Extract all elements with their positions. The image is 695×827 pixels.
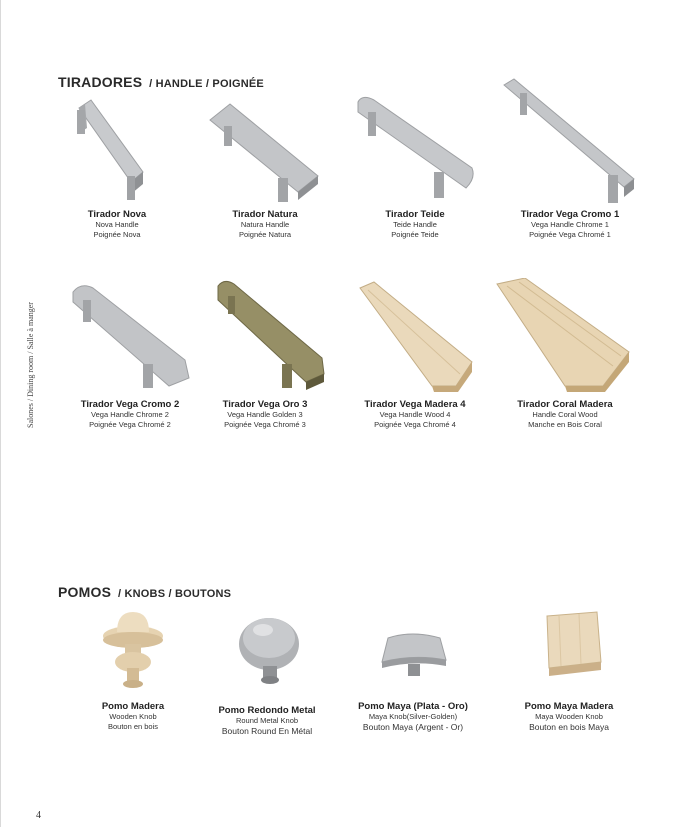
page-border [0, 0, 1, 827]
vega-oro-3-handle-image [200, 278, 330, 400]
product-name-en: Round Metal Knob [235, 716, 299, 725]
product-caption [494, 702, 644, 732]
vega-cromo-1-handle-image [500, 75, 640, 210]
page-number: 4 [36, 810, 41, 821]
product-caption [340, 400, 490, 430]
product-name-en: Vega Handle Chrome 1 [531, 220, 609, 229]
product-pomo-maya-madera[interactable] [494, 604, 644, 732]
product-caption [495, 210, 645, 240]
knobs-title: POMOS [58, 584, 112, 600]
product-name: Tirador Teide [385, 209, 445, 220]
product-name-en: Handle Coral Wood [532, 410, 598, 419]
product-name-fr: Poignée Natura [238, 230, 292, 239]
product-tirador-vega-cromo-2[interactable] [55, 278, 205, 430]
vega-cromo-2-handle-image [65, 278, 195, 400]
product-name-en: Nova Handle [95, 220, 139, 229]
maya-knob-image [358, 604, 468, 702]
product-name-fr: Poignée Vega Chromé 3 [224, 420, 306, 429]
product-caption [190, 400, 340, 430]
product-caption [192, 706, 342, 736]
product-caption [58, 702, 208, 732]
product-name-fr: Poignée Nova [93, 230, 141, 239]
product-name: Tirador Vega Oro 3 [222, 399, 308, 410]
product-pomo-redondo-metal[interactable] [192, 604, 342, 736]
knobs-subtitle: / KNOBS / BOUTONS [118, 588, 232, 600]
product-name: Pomo Maya Madera [524, 701, 614, 712]
product-caption [55, 400, 205, 430]
vega-madera-4-handle-image [350, 278, 480, 400]
product-name-fr: Poignée Teide [391, 230, 439, 239]
product-tirador-nova[interactable] [42, 90, 192, 240]
product-caption [42, 210, 192, 240]
product-tirador-vega-oro-3[interactable] [190, 278, 340, 430]
product-tirador-natura[interactable] [190, 90, 340, 240]
product-caption [340, 210, 490, 240]
product-tirador-coral-madera[interactable] [490, 278, 640, 430]
product-name-en: Wooden Knob [109, 712, 157, 721]
round-metal-knob-image [217, 604, 317, 702]
product-tirador-teide[interactable] [340, 90, 490, 240]
product-name: Tirador Coral Madera [517, 399, 613, 410]
nova-handle-image [57, 90, 177, 210]
product-name-en: Maya Wooden Knob [535, 712, 603, 721]
product-pomo-maya[interactable] [338, 604, 488, 732]
knobs-section-title [58, 576, 231, 604]
product-name: Pomo Madera [101, 701, 165, 712]
product-name-fr: Poignée Vega Chromé 1 [529, 230, 611, 239]
teide-handle-image [350, 90, 480, 210]
product-name: Tirador Vega Cromo 2 [80, 399, 180, 410]
coral-madera-handle-image [495, 278, 635, 400]
side-label: Salones / Dining room / Salle à manger [26, 302, 35, 428]
wooden-knob-image [83, 604, 183, 702]
product-name-en: Natura Handle [240, 220, 290, 229]
product-name-fr: Poignée Vega Chromé 4 [374, 420, 456, 429]
product-name: Tirador Nova [87, 209, 147, 220]
product-tirador-vega-madera-4[interactable] [340, 278, 490, 430]
product-name-en: Vega Handle Wood 4 [379, 410, 451, 419]
product-name-fr: Bouton Round En Métal [221, 726, 313, 736]
handles-title: TIRADORES [58, 74, 143, 90]
product-name-en: Vega Handle Golden 3 [227, 410, 303, 419]
product-name: Pomo Maya (Plata - Oro) [358, 701, 468, 712]
product-name-en: Teide Handle [393, 220, 437, 229]
maya-wooden-knob-image [519, 604, 619, 702]
product-name-en: Maya Knob(Silver-Golden) [368, 712, 458, 721]
product-name-fr: Bouton en bois Maya [529, 722, 609, 732]
product-name: Tirador Natura [232, 209, 298, 220]
product-name-fr: Poignée Vega Chromé 2 [89, 420, 171, 429]
product-pomo-madera[interactable] [58, 604, 208, 732]
product-name-fr: Manche en Bois Coral [528, 420, 602, 429]
product-tirador-vega-cromo-1[interactable] [495, 75, 645, 240]
product-name: Pomo Redondo Metal [218, 705, 316, 716]
product-name-fr: Bouton en bois [107, 722, 159, 731]
product-name: Tirador Vega Madera 4 [364, 399, 466, 410]
product-caption [338, 702, 488, 732]
product-caption [490, 400, 640, 430]
product-name-fr: Bouton Maya (Argent - Or) [362, 722, 464, 732]
product-name-en: Vega Handle Chrome 2 [91, 410, 169, 419]
handles-subtitle: / HANDLE / POIGNÉE [149, 78, 264, 90]
product-caption [190, 210, 340, 240]
product-name: Tirador Vega Cromo 1 [520, 209, 620, 220]
natura-handle-image [200, 90, 330, 210]
